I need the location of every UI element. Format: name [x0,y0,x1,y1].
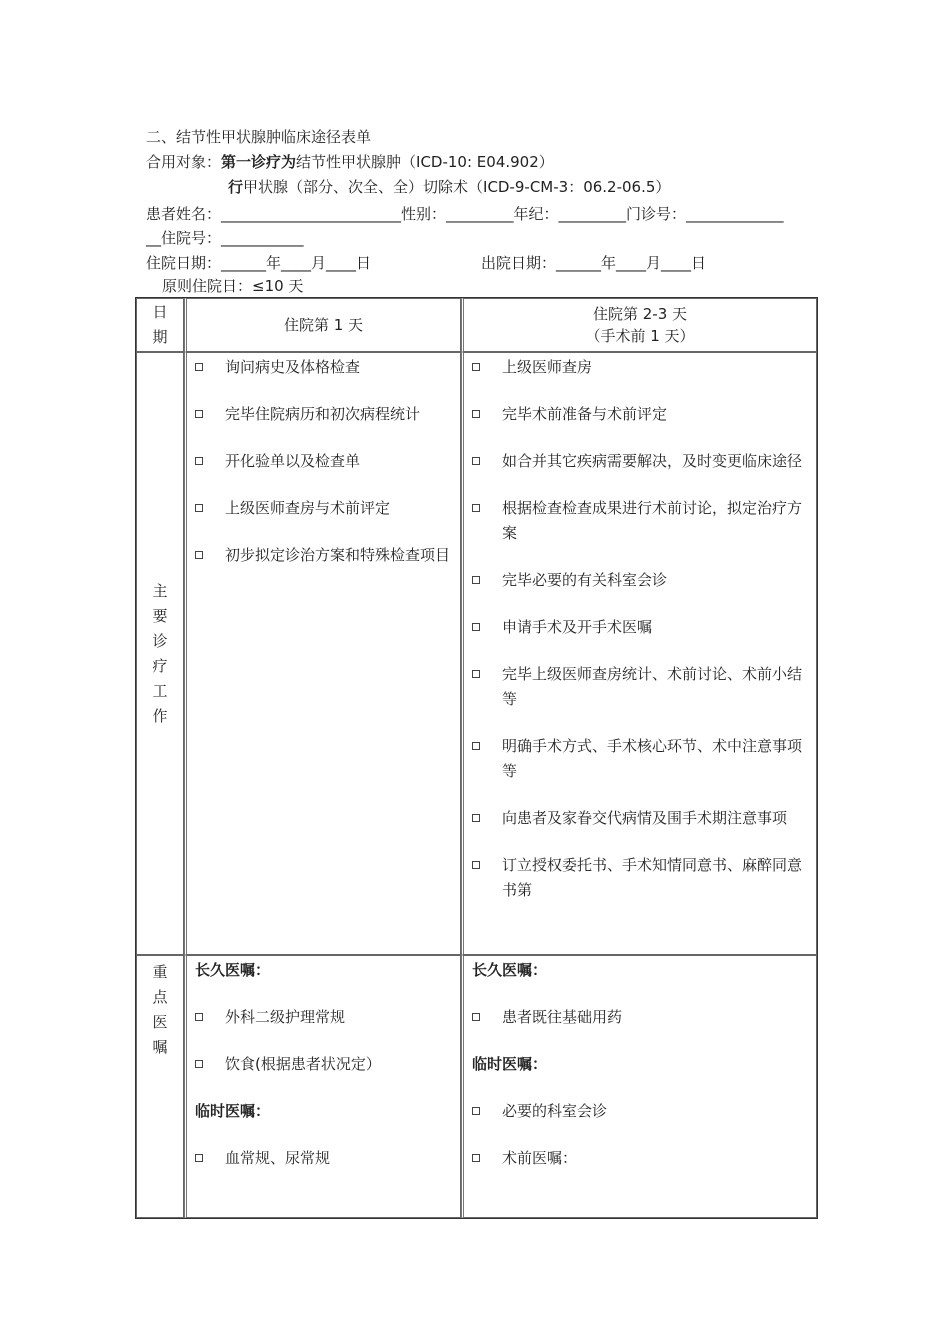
checklist-item [472,806,808,831]
scope-text: 结节性甲状腺肿（ICD-10: E04.902） [296,153,554,171]
checklist-item [472,355,808,380]
checklist-item [195,449,452,474]
checklist-item-text: 如合并其它疾病需要解决，及时变更临床途径 [502,452,803,470]
checklist-item-text: 完毕必要的有关科室会诊 [502,571,668,589]
key-orders-label: 重点医嘱 [152,963,168,1056]
checklist-item-text: 根据检查检查成果进行术前讨论，拟定治疗方案 [502,499,803,542]
form-title: 二、结节性甲状腺肿临床途径表单 [146,128,372,146]
date-header-cell [136,298,184,352]
checklist-item-text: 开化验单以及检查单 [225,452,361,470]
checkbox-icon[interactable] [472,363,480,371]
checkbox-icon[interactable] [472,1107,480,1115]
scope2-bold: 行 [228,178,244,196]
checklist-item [472,1005,808,1030]
order-section-label: 长久医嘱： [472,961,548,979]
checklist-item-text: 初步拟定诊治方案和特殊检查项目 [225,546,451,564]
key-orders-day1 [184,955,461,1218]
patient-info-line-2: __住院号：___________ [146,229,304,247]
checklist-item-text: 外科二级护理常规 [225,1008,346,1026]
checklist-item [195,402,452,427]
admission-date: 住院日期：______年____月____日 [146,254,372,272]
day2-subheader: （手术前 1 天） [585,327,695,345]
date-label: 日期 [152,303,168,346]
checklist-item [472,615,808,640]
main-work-day1 [184,352,461,955]
main-work-day2 [461,352,817,955]
order-section-label: 临时医嘱： [195,1102,271,1120]
discharge-date: 出院日期：______年____月____日 [481,254,707,272]
scope-line [146,152,554,172]
checklist-item [472,1099,808,1124]
order-section-label: 长久医嘱： [195,961,271,979]
checklist-item-text: 完毕术前准备与术前评定 [502,405,668,423]
checklist-item [195,543,452,568]
main-work-row [136,352,817,955]
checklist-item-text: 血常规、尿常规 [225,1149,331,1167]
checkbox-icon[interactable] [195,1013,203,1021]
checklist-item-text: 患者既往基础用药 [502,1008,623,1026]
checklist-item-text: 向患者及家眷交代病情及围手术期注意事项 [502,809,788,827]
checkbox-icon[interactable] [195,1154,203,1162]
checklist-item-text: 订立授权委托书、手术知情同意书、麻醉同意书第 [502,856,803,899]
checkbox-icon[interactable] [472,814,480,822]
day2-header: 住院第 2-3 天 [592,305,688,323]
scope-bold: 第一诊疗为 [221,153,297,171]
key-orders-row [136,955,817,1218]
clinical-pathway-table [135,297,818,1219]
checklist-item [472,734,808,784]
checkbox-icon[interactable] [195,504,203,512]
checklist-item [472,402,808,427]
standard-stay: 原则住院日：≤10 天 [162,277,304,295]
checklist-item [195,1005,452,1030]
checkbox-icon[interactable] [472,1013,480,1021]
checklist-item [472,449,808,474]
main-work-label-cell [136,352,184,955]
checklist-item-text: 完毕上级医师查房统计、术前讨论、术前小结等 [502,665,803,708]
checkbox-icon[interactable] [472,504,480,512]
checklist-item-text: 上级医师查房 [502,358,593,376]
checklist-item-text: 明确手术方式、手术核心环节、术中注意事项等 [502,737,803,780]
checklist-item [472,1146,808,1171]
checklist-item-text: 询问病史及体格检查 [225,358,361,376]
main-work-label: 主要诊疗工作 [152,581,168,725]
checklist-item-text: 术前医嘱： [502,1149,578,1167]
checklist-item-text: 必要的科室会诊 [502,1102,608,1120]
checklist-item [472,568,808,593]
checkbox-icon[interactable] [472,623,480,631]
order-section-label: 临时医嘱： [472,1055,548,1073]
key-orders-day2 [461,955,817,1218]
checkbox-icon[interactable] [472,742,480,750]
checklist-item [195,496,452,521]
checklist-item [195,355,452,380]
checkbox-icon[interactable] [472,457,480,465]
checkbox-icon[interactable] [472,670,480,678]
checklist-item-text: 饮食(根据患者状况定） [225,1055,381,1073]
scope-label: 合用对象： [146,153,222,171]
checkbox-icon[interactable] [472,1154,480,1162]
checklist-item [472,853,808,903]
checkbox-icon[interactable] [472,576,480,584]
table-header-row [136,298,817,352]
checkbox-icon[interactable] [195,1060,203,1068]
checklist-item [472,496,808,546]
day1-header: 住院第 1 天 [283,316,364,334]
scope-line-2 [228,177,670,197]
patient-info-line: 患者姓名：________________________性别：_________年纪：_________门诊号：_____________ [146,205,784,223]
checklist-item [472,662,808,712]
checkbox-icon[interactable] [472,861,480,869]
checklist-item-text: 上级医师查房与术前评定 [225,499,391,517]
checkbox-icon[interactable] [195,457,203,465]
checklist-item [195,1052,452,1077]
checkbox-icon[interactable] [195,551,203,559]
checklist-item [195,1146,452,1171]
checklist-item-text: 申请手术及开手术医嘱 [502,618,653,636]
checklist-item-text: 完毕住院病历和初次病程统计 [225,405,421,423]
checkbox-icon[interactable] [472,410,480,418]
key-orders-label-cell [136,955,184,1218]
day1-header-cell [184,298,461,352]
scope2-text: 甲状腺（部分、次全、全）切除术（ICD-9-CM-3：06.2-06.5） [243,178,671,196]
day2-header-cell [461,298,817,352]
checkbox-icon[interactable] [195,363,203,371]
checkbox-icon[interactable] [195,410,203,418]
